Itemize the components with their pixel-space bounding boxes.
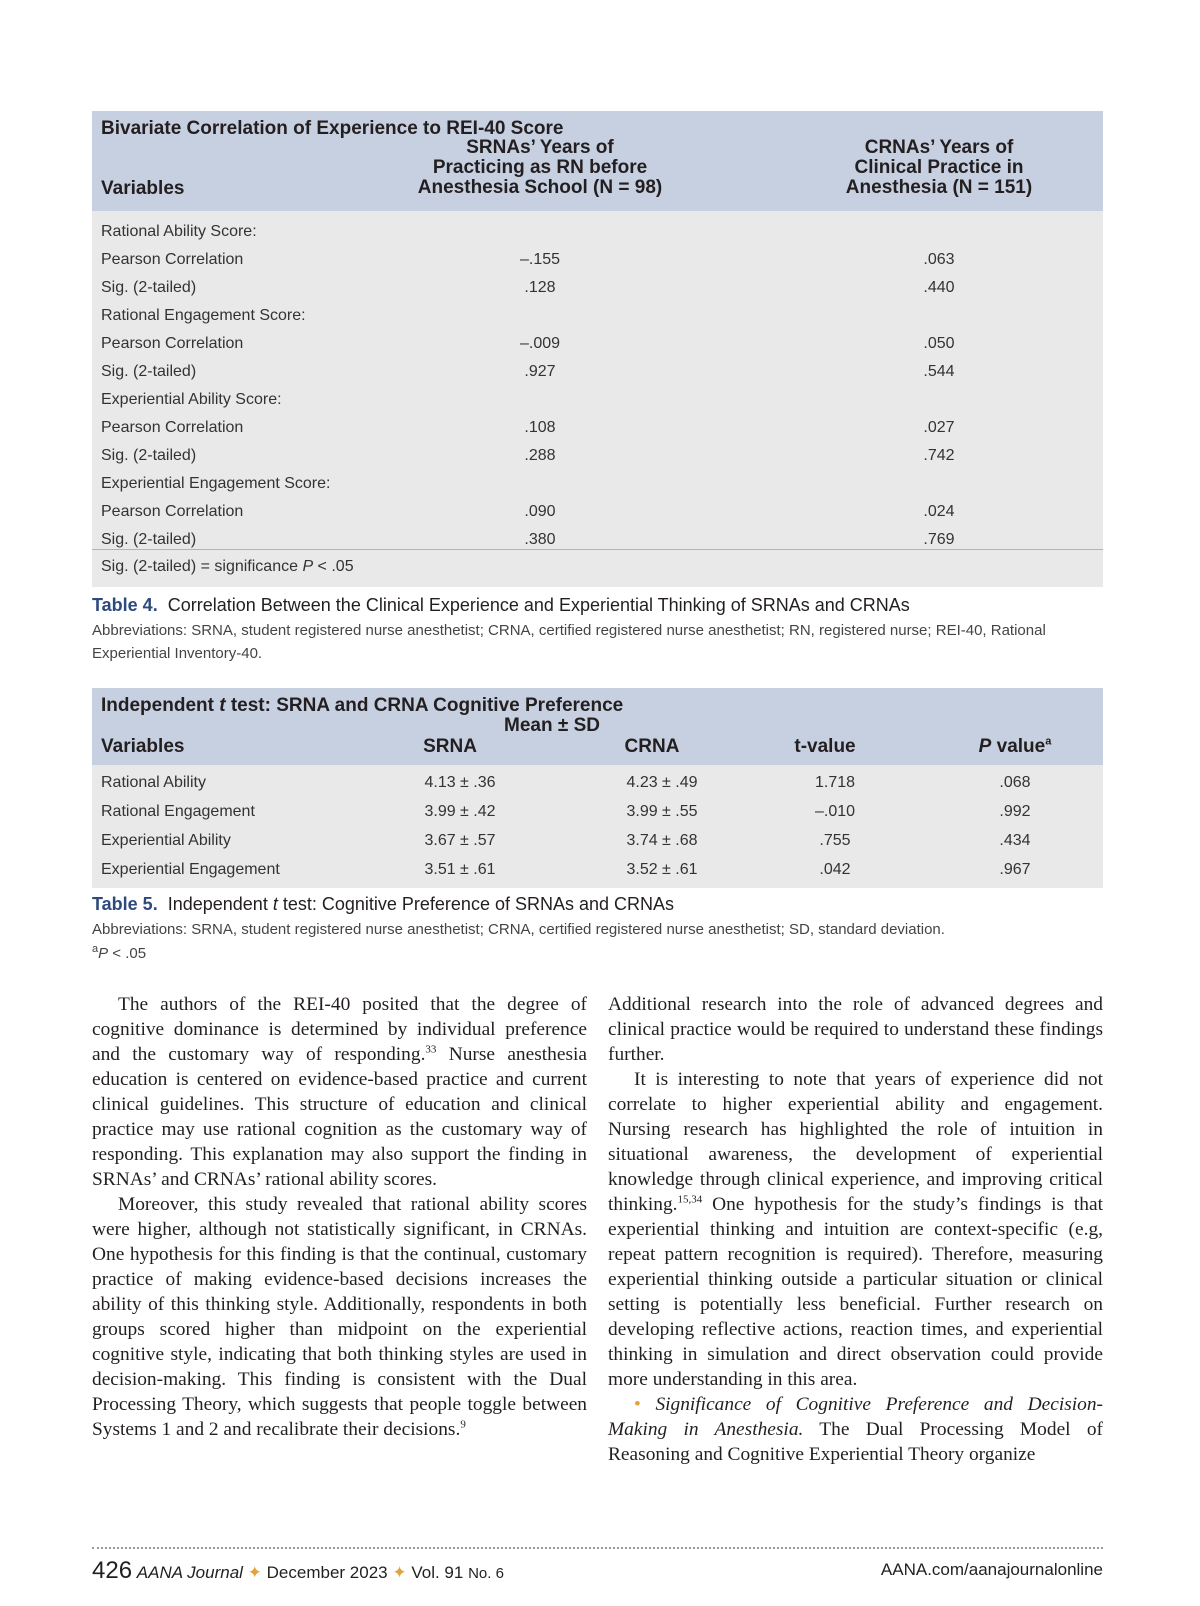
paragraph: It is interesting to note that years of experience did not correlate to higher experiential ability and engagement. Nursing research has highlighted the role of intuition in situational awareness, the development of experiential knowledge through clinical experience, and improving critical thinking.$^{15,34}$ One hypothesis for the study’s findings is that experiential thinking and intuition are context-specific (e.g, repeat pattern recognition is required). Therefore, measuring experiential thinking outside a particular situation or clinical setting is potentially less beneficial. Further research on developing reflective actions, reaction times, and experiential thinking in simulation and direct observation could provide more understanding in this area.	[608, 1069, 1103, 1390]
row-label: Rational Engagement	[101, 803, 255, 820]
table-4-title: Bivariate Correlation of Experience to REI-40 Score	[101, 118, 564, 139]
journal-name: AANA Journal	[136, 1563, 243, 1582]
table-5-col-p: P value$^a$	[978, 735, 1052, 757]
row-label: Experiential Ability Score:	[101, 391, 282, 408]
cell-crna: .742	[923, 447, 955, 464]
cell-srna: .288	[524, 447, 556, 464]
table-5-col-t: t-value	[794, 736, 856, 757]
row-label: Rational Engagement Score:	[101, 307, 306, 324]
col-crna-line: Clinical Practice in	[854, 157, 1024, 178]
cell-t: 1.718	[814, 774, 856, 791]
paragraph: • Significance of Cognitive Preference and Decision-Making in Anesthesia. The Dual Processing Model of Reasoning and Cognitive Experiential Theory organize	[608, 1394, 1103, 1465]
cell-crna: 3.99 ± .55	[626, 803, 698, 820]
row-label: Sig. (2-tailed)	[101, 447, 197, 464]
paragraph: Moreover, this study revealed that rational ability scores were higher, although not statistically significant, in CRNAs. One hypothesis for this finding is that the continual, customary practice of making evidence-based decisions increases the ability of this thinking style. Additionally, respondents in both groups scored higher than midpoint on the experiential cognitive style, indicating that both thinking styles are used in decision-making. This finding is consistent with the Dual Processing Theory, which suggests that people toggle between Systems 1 and 2 and recalibrate their decisions.$^9$	[92, 1194, 587, 1440]
table-5-caption: Table 5. Independent t test: Cognitive Preference of SRNAs and CRNAs	[92, 894, 675, 914]
cell-crna: .440	[923, 279, 955, 296]
table-5-footnote: $^a$P < .05	[92, 943, 147, 962]
cell-srna: –.009	[519, 335, 561, 352]
cell-t: –.010	[814, 803, 856, 820]
cell-crna: 3.74 ± .68	[626, 832, 698, 849]
page-number: 426	[92, 1557, 133, 1584]
cell-crna: .769	[923, 531, 955, 548]
cell-srna: 3.67 ± .57	[424, 832, 496, 849]
cell-srna: .927	[524, 363, 556, 380]
row-label: Rational Ability	[101, 774, 206, 791]
table-4-divider	[92, 549, 1103, 550]
table-4-header	[92, 111, 1103, 211]
section-heading: Significance of Cognitive Preference and Decision-Making in Anesthesia.	[608, 1394, 1103, 1440]
table-4-note: Sig. (2-tailed) = significance P < .05	[101, 558, 354, 575]
table-4-caption: Table 4. Correlation Between the Clinical Experience and Experiential Thinking of SRNAs and CRNAs	[92, 595, 910, 615]
col-srna-line: SRNAs’ Years of	[466, 137, 614, 158]
cell-crna: .063	[923, 251, 955, 268]
cell-srna: .108	[524, 419, 556, 436]
col-crna-line: Anesthesia (N = 151)	[845, 177, 1033, 198]
table-4-col-variables: Variables	[101, 178, 185, 199]
cell-srna: 3.51 ± .61	[424, 861, 496, 878]
table-4	[92, 111, 1103, 587]
table-5-col-crna: CRNA	[624, 736, 680, 757]
row-label: Sig. (2-tailed)	[101, 363, 197, 380]
table-5-col-variables: Variables	[101, 736, 185, 757]
row-label: Sig. (2-tailed)	[101, 279, 197, 296]
cell-p: .068	[999, 774, 1031, 791]
cell-srna: –.155	[519, 251, 561, 268]
cell-crna: .050	[923, 335, 955, 352]
row-label: Experiential Ability	[101, 832, 231, 849]
row-label: Sig. (2-tailed)	[101, 531, 197, 548]
col-crna-line: CRNAs’ Years of	[864, 137, 1014, 158]
journal-url: AANA.com/aanajournalonline	[880, 1560, 1103, 1579]
table-5-abbreviations: Abbreviations: SRNA, student registered nurse anesthetist; CRNA, certified registered nurse anesthetist; SD, standard deviation.	[92, 921, 945, 938]
table-5-subtitle: Mean ± SD	[504, 715, 600, 736]
cell-p: .967	[999, 861, 1031, 878]
footer-divider	[92, 1547, 1103, 1549]
cell-t: .755	[819, 832, 851, 849]
row-label: Pearson Correlation	[101, 419, 244, 436]
separator-icon: ✦	[247, 1563, 262, 1582]
table-5-col-srna: SRNA	[423, 736, 477, 757]
table-5-title: Independent t test: SRNA and CRNA Cognitive Preference	[101, 695, 624, 716]
cell-crna: 3.52 ± .61	[626, 861, 698, 878]
cell-crna: .024	[923, 503, 955, 520]
col-srna-line: Practicing as RN before	[432, 157, 648, 178]
cell-crna: .544	[923, 363, 955, 380]
table-4-col-crna	[809, 138, 1069, 198]
footer-left	[92, 1557, 504, 1585]
cell-srna: 3.99 ± .42	[424, 803, 496, 820]
row-label: Rational Ability Score:	[101, 223, 257, 240]
cell-srna: .128	[524, 279, 556, 296]
row-label: Experiential Engagement Score:	[101, 475, 331, 492]
cell-p: .992	[999, 803, 1031, 820]
table-5-header	[92, 688, 1103, 765]
issue-date: December 2023	[266, 1563, 388, 1582]
cell-srna: .090	[524, 503, 556, 520]
issue: No. 6	[468, 1565, 504, 1582]
cell-crna: 4.23 ± .49	[626, 774, 698, 791]
cell-p: .434	[999, 832, 1031, 849]
separator-icon: ✦	[392, 1563, 407, 1582]
cell-crna: .027	[923, 419, 955, 436]
bullet-icon: •	[634, 1394, 641, 1415]
cell-t: .042	[819, 861, 851, 878]
table-4-col-srna	[390, 138, 690, 198]
paragraph: The authors of the REI-40 posited that the degree of cognitive dominance is determined by individual preference and the customary way of responding.$^{33}$ Nurse anesthesia education is centered on evidence-based practice and current clinical guidelines. This structure of education and clinical practice may use rational cognition as the customary way of responding. This explanation may also support the finding in SRNAs’ and CRNAs’ rational ability scores.	[92, 994, 588, 1190]
row-label: Pearson Correlation	[101, 503, 244, 520]
table-5	[92, 688, 1103, 888]
volume: Vol. 91	[411, 1563, 464, 1582]
left-column	[92, 992, 587, 1442]
table-4-abbreviations: Abbreviations: SRNA, student registered nurse anesthetist; CRNA, certified registered nurse anesthetist; RN, registered nurse; REI-40, Rational Experiential Inventory-40.	[92, 622, 1046, 662]
cell-srna: 4.13 ± .36	[424, 774, 496, 791]
col-srna-line: Anesthesia School (N = 98)	[417, 177, 663, 198]
row-label: Experiential Engagement	[101, 861, 280, 878]
row-label: Pearson Correlation	[101, 251, 244, 268]
row-label: Pearson Correlation	[101, 335, 244, 352]
cell-srna: .380	[524, 531, 556, 548]
paragraph: Additional research into the role of advanced degrees and clinical practice would be required to understand these findings further.	[608, 994, 1103, 1065]
right-column	[608, 992, 1103, 1467]
